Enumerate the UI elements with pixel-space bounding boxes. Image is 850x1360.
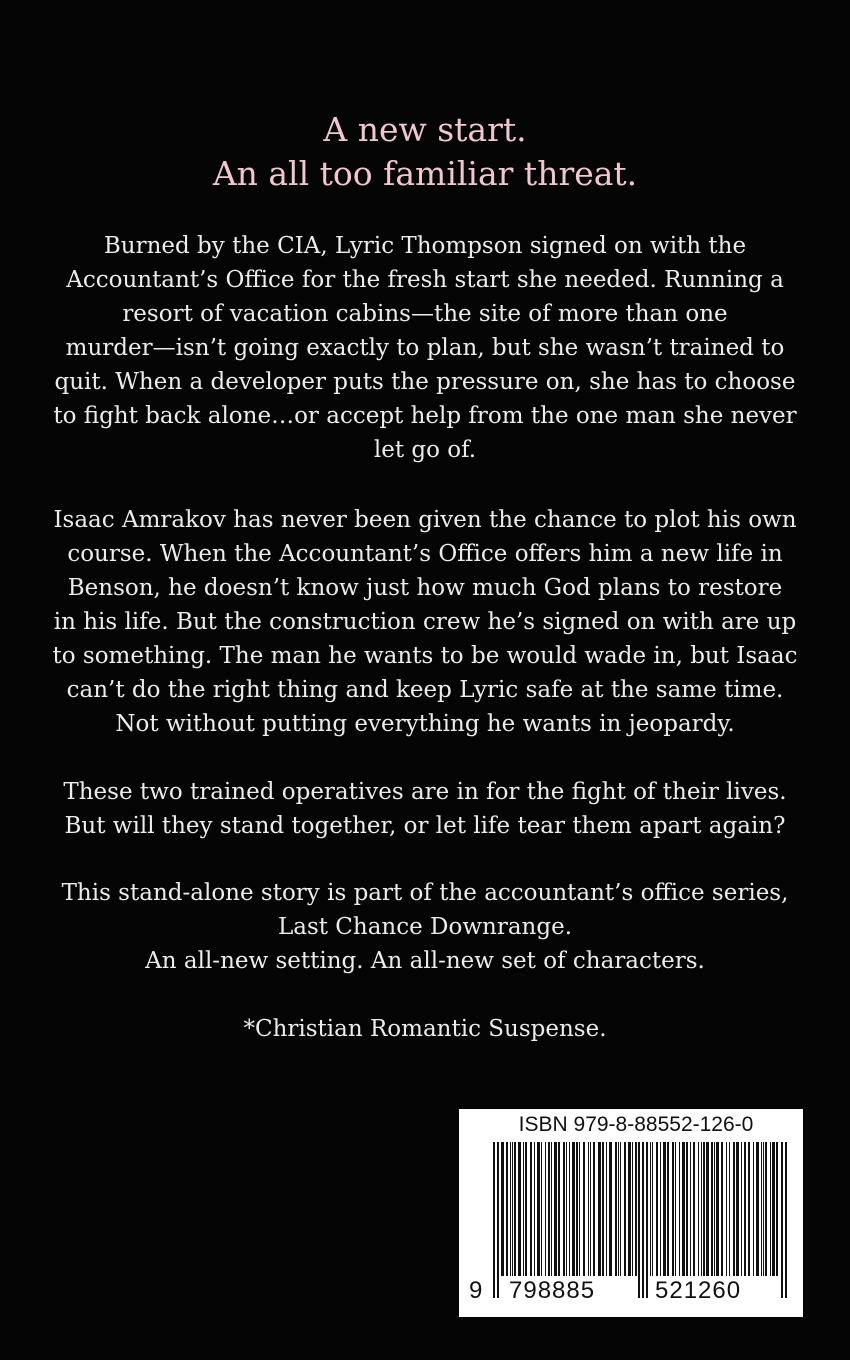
text-line: An all-new setting. An all-new set of characters.	[145, 948, 705, 974]
barcode-bar	[510, 1142, 511, 1276]
barcode-bar	[606, 1142, 607, 1276]
barcode-bar	[512, 1142, 513, 1276]
text-line: Not without putting everything he wants in jeopardy.	[115, 711, 735, 737]
barcode-bar	[572, 1142, 575, 1276]
isbn-label: ISBN 979-8-88552-126-0	[518, 1113, 754, 1136]
barcode-bars	[493, 1142, 789, 1298]
barcode-bar	[736, 1142, 739, 1276]
barcode-bar	[763, 1142, 764, 1276]
barcode-bar	[675, 1142, 676, 1276]
text-line: to fight back alone…or accept help from the one man she never	[53, 403, 797, 429]
barcode-bar	[534, 1142, 535, 1276]
barcode-bar	[726, 1142, 727, 1276]
barcode-bar	[530, 1142, 532, 1276]
barcode-bar	[711, 1142, 713, 1276]
barcode-bar	[620, 1142, 621, 1276]
barcode-bar	[660, 1142, 661, 1276]
barcode-bar	[772, 1142, 775, 1276]
barcode-bar	[741, 1142, 742, 1276]
text-line: let go of.	[373, 437, 477, 463]
tagline-line-1: A new start.	[323, 110, 527, 149]
barcode-digit-prefix: 9	[469, 1277, 483, 1304]
barcode-bar	[770, 1142, 771, 1276]
barcode-bar	[656, 1142, 658, 1276]
text-line: quit. When a developer puts the pressure on, she has to choose	[54, 369, 796, 395]
barcode-bar	[753, 1142, 754, 1276]
barcode-bar	[579, 1142, 580, 1276]
blurb-paragraph-lyric	[0, 229, 850, 467]
text-line: resort of vacation cabins—the site of more than one	[122, 301, 728, 327]
barcode-digit-group-left: 798885	[509, 1277, 596, 1304]
barcode-bar	[756, 1142, 759, 1276]
barcode-bar	[590, 1142, 591, 1276]
barcode-bar	[748, 1142, 750, 1276]
barcode-bar	[583, 1142, 585, 1276]
barcode-bar	[698, 1142, 699, 1276]
barcode-bar	[537, 1142, 540, 1276]
barcode-bar	[548, 1142, 550, 1276]
barcode-bar	[646, 1142, 648, 1298]
barcode-bar	[776, 1142, 778, 1276]
barcode-bar	[721, 1142, 723, 1276]
text-line: Accountant’s Office for the fresh start she needed. Running a	[66, 267, 784, 293]
barcode-bar	[706, 1142, 709, 1276]
text-line: *Christian Romantic Suspense.	[243, 1016, 607, 1042]
barcode-bar	[635, 1142, 637, 1276]
barcode-bar	[701, 1142, 702, 1276]
text-line: course. When the Accountant’s Office offers him a new life in	[67, 541, 783, 567]
barcode-bar	[686, 1142, 688, 1276]
barcode-bar	[693, 1142, 695, 1276]
barcode-bar	[593, 1142, 595, 1276]
text-line: to something. The man he wants to be would wade in, but Isaac	[52, 643, 798, 669]
barcode-digit-group-right: 521260	[655, 1277, 742, 1304]
barcode-bar	[588, 1142, 589, 1276]
barcode-bar	[642, 1142, 644, 1298]
barcode-digits	[459, 1276, 803, 1310]
barcode-bar	[652, 1142, 653, 1276]
barcode-bar	[672, 1142, 674, 1276]
barcode-bar	[602, 1142, 604, 1276]
text-line: But will they stand together, or let life tear them apart again?	[64, 813, 786, 839]
barcode-bar	[663, 1142, 666, 1276]
barcode-bar	[785, 1142, 787, 1298]
text-line: Last Chance Downrange.	[277, 914, 573, 940]
barcode-bar	[624, 1142, 626, 1276]
barcode-bar	[566, 1142, 567, 1276]
barcode-bar	[703, 1142, 705, 1276]
text-line: Isaac Amrakov has never been given the chance to plot his own	[53, 507, 797, 533]
barcode-bar	[667, 1142, 669, 1276]
text-line: This stand-alone story is part of the accountant’s office series,	[61, 880, 789, 906]
text-line: can’t do the right thing and keep Lyric safe at the same time.	[66, 677, 784, 703]
barcode-bar	[733, 1142, 735, 1276]
tagline-line-2: An all too familiar threat.	[212, 154, 638, 193]
barcode-bar	[638, 1142, 640, 1298]
barcode-bar	[618, 1142, 619, 1276]
barcode-bar	[682, 1142, 685, 1276]
barcode-bar	[714, 1142, 715, 1276]
barcode-bar	[765, 1142, 767, 1276]
barcode-bar	[506, 1142, 508, 1276]
barcode-bar	[716, 1142, 719, 1276]
barcode-bar	[554, 1142, 557, 1276]
blurb-paragraph-hook	[0, 775, 850, 843]
barcode-bar	[628, 1142, 631, 1276]
text-line: in his life. But the construction crew he’s signed on with are up	[53, 609, 797, 635]
barcode-bar	[569, 1142, 570, 1276]
barcode-bar	[609, 1142, 612, 1276]
text-line: These two trained operatives are in for the fight of their lives.	[63, 779, 787, 805]
isbn-barcode-box	[459, 1109, 803, 1317]
barcode-bar	[632, 1142, 633, 1276]
tagline	[0, 108, 850, 196]
barcode-bar	[501, 1142, 504, 1276]
barcode-bar	[729, 1142, 730, 1276]
barcode-bar	[679, 1142, 680, 1276]
barcode-bar	[493, 1142, 495, 1298]
barcode-bar	[551, 1142, 552, 1276]
barcode-bar	[615, 1142, 617, 1276]
barcode-bar	[518, 1142, 521, 1276]
blurb-paragraph-isaac	[0, 503, 850, 741]
genre-note	[0, 1012, 850, 1046]
text-line: Burned by the CIA, Lyric Thompson signed on with the	[103, 233, 747, 259]
barcode-bar	[497, 1142, 499, 1298]
barcode-bar	[690, 1142, 691, 1276]
barcode-bar	[514, 1142, 516, 1276]
barcode-bar	[525, 1142, 527, 1276]
barcode-bar	[598, 1142, 601, 1276]
text-line: Benson, he doesn’t know just how much God plans to restore	[67, 575, 783, 601]
text-line: murder—isn’t going exactly to plan, but she wasn’t trained to	[65, 335, 785, 361]
barcode-bar	[541, 1142, 542, 1276]
barcode-bar	[558, 1142, 560, 1276]
barcode-bar	[761, 1142, 762, 1276]
barcode-bar	[576, 1142, 578, 1276]
barcode-bar	[744, 1142, 746, 1276]
barcode-bar	[781, 1142, 783, 1298]
barcode-bar	[523, 1142, 524, 1276]
barcode-bar	[563, 1142, 565, 1276]
blurb-paragraph-series	[0, 876, 850, 978]
barcode-bar	[545, 1142, 546, 1276]
barcode-bar	[650, 1142, 651, 1276]
